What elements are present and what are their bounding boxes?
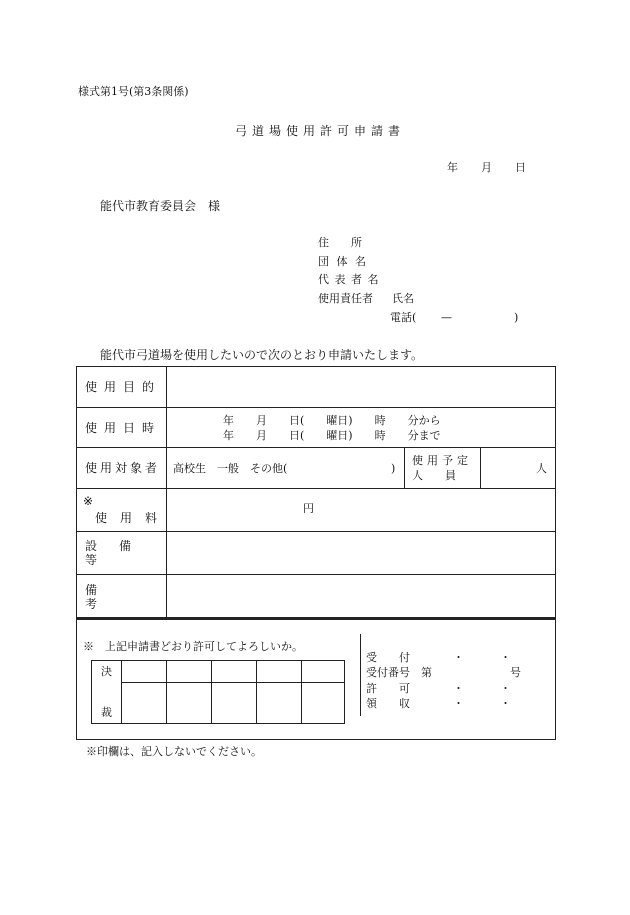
fee-note-mark: ※: [83, 494, 94, 508]
intro-text: 能代市弓道場を使用したいので次のとおり申請いたします。: [100, 348, 424, 362]
row-fee: [77, 489, 555, 532]
row-target: [77, 448, 555, 489]
stamp-cell[interactable]: [302, 683, 345, 724]
phone-close: ): [514, 311, 519, 324]
responsible-person-label: 使用責任者: [318, 292, 373, 305]
permit-dot-1: ・: [453, 682, 464, 695]
approval-note: ※ 上記申請書どおり許可してよろしいか。: [83, 640, 303, 653]
expected-count-label-1: 使用予定: [412, 454, 472, 467]
received-label: 受 付: [366, 651, 410, 664]
date-month-label: 月: [481, 161, 492, 174]
stamp-cell[interactable]: [168, 683, 211, 724]
collected-label: 領 収: [366, 697, 410, 710]
datetime-field[interactable]: [167, 408, 555, 447]
kessai-label-bottom: 裁: [101, 706, 112, 719]
datetime-label: 使用日時: [85, 420, 162, 435]
date-day-label: 日: [515, 161, 526, 174]
permit-dot-2: ・: [500, 682, 511, 695]
row-purpose: [77, 367, 555, 408]
phone-label: 電話(: [390, 311, 417, 324]
collected-dot-2: ・: [500, 697, 511, 710]
date-year-label: 年: [447, 161, 458, 174]
page-title: 弓道場使用許可申請書: [235, 124, 406, 138]
approval-section: [76, 618, 556, 740]
stamp-cell[interactable]: [213, 683, 256, 724]
remarks-label: 備考: [85, 582, 154, 611]
purpose-label: 使用目的: [85, 380, 162, 394]
stamp-cell[interactable]: [258, 683, 301, 724]
datetime-to: 年 月 日( 曜日) 時 分まで: [223, 429, 441, 442]
target-field[interactable]: [167, 448, 405, 488]
approval-divider: [360, 634, 361, 716]
expected-count-field[interactable]: [481, 448, 555, 488]
expected-count-unit: 人: [536, 462, 547, 475]
collected-dot-1: ・: [453, 697, 464, 710]
fee-label: 使用料: [95, 511, 171, 525]
remarks-field[interactable]: [167, 575, 555, 618]
expected-count-label-cell: [405, 448, 481, 488]
kessai-label-top: 決: [101, 665, 112, 678]
permit-label: 許 可: [366, 682, 410, 695]
row-datetime: [77, 408, 555, 448]
purpose-field[interactable]: [167, 367, 555, 407]
application-table: [76, 366, 556, 618]
fee-unit: 円: [303, 502, 314, 515]
addressee: 能代市教育委員会 様: [100, 199, 221, 213]
group-name-label: 団 体 名: [318, 255, 368, 268]
row-equipment: [77, 532, 555, 575]
received-dot-2: ・: [500, 651, 511, 664]
row-remarks: [77, 575, 555, 618]
kessai-stamp-table: [91, 660, 345, 724]
received-dot-1: ・: [453, 651, 464, 664]
target-close: ): [391, 462, 396, 475]
footnote: ※印欄は、記入しないでください。: [86, 745, 262, 758]
name-label: 氏名: [392, 292, 414, 305]
datetime-from: 年 月 日( 曜日) 時 分から: [223, 414, 441, 427]
equipment-field[interactable]: [167, 532, 555, 574]
target-options: 高校生 一般 その他(: [173, 462, 288, 475]
stamp-cell[interactable]: [123, 683, 166, 724]
expected-count-label-2: 人 員: [412, 469, 456, 482]
receipt-number-label: 受付番号 第: [366, 666, 432, 679]
phone-dash: —: [441, 311, 452, 324]
address-label: 住 所: [318, 236, 362, 249]
receipt-number-unit: 号: [510, 666, 521, 679]
target-label: 使用対象者: [85, 461, 161, 475]
representative-label: 代 表 者 名: [318, 273, 380, 286]
equipment-label: 設備等: [85, 539, 154, 567]
fee-field[interactable]: [167, 489, 555, 531]
form-number: 様式第1号(第3条関係): [78, 85, 189, 98]
